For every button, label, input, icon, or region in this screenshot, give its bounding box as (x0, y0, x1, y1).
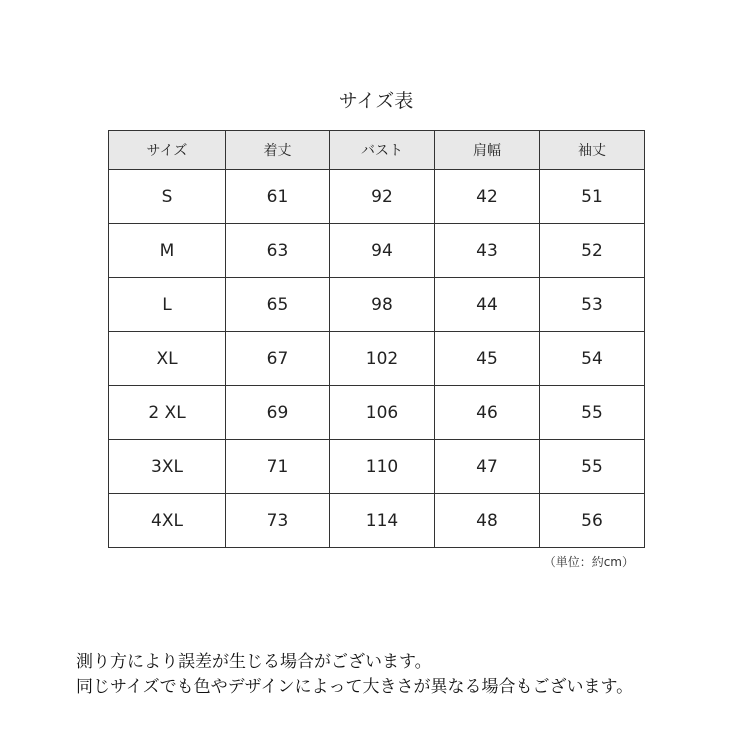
cell-size: L (109, 278, 226, 332)
cell-bust: 114 (330, 494, 435, 548)
table-row (109, 278, 645, 332)
cell-length: 67 (226, 332, 330, 386)
table-header-row (109, 131, 645, 170)
table-row (109, 386, 645, 440)
cell-size: 2 XL (109, 386, 226, 440)
cell-length: 61 (226, 170, 330, 224)
table-row (109, 170, 645, 224)
cell-bust: 110 (330, 440, 435, 494)
cell-sleeve: 54 (540, 332, 645, 386)
cell-length: 71 (226, 440, 330, 494)
cell-sleeve: 56 (540, 494, 645, 548)
note-measurement-error: 測り方により誤差が生じる場合がございます。 (76, 652, 432, 672)
cell-length: 65 (226, 278, 330, 332)
cell-size: 4XL (109, 494, 226, 548)
table-row (109, 494, 645, 548)
unit-note: （単位：約cm） (543, 555, 634, 569)
cell-bust: 92 (330, 170, 435, 224)
header-shoulder: 肩幅 (435, 131, 540, 170)
header-sleeve: 袖丈 (540, 131, 645, 170)
cell-shoulder: 43 (435, 224, 540, 278)
cell-size: S (109, 170, 226, 224)
cell-shoulder: 48 (435, 494, 540, 548)
cell-sleeve: 55 (540, 386, 645, 440)
cell-length: 73 (226, 494, 330, 548)
size-table (108, 130, 645, 548)
cell-length: 63 (226, 224, 330, 278)
cell-shoulder: 45 (435, 332, 540, 386)
cell-sleeve: 55 (540, 440, 645, 494)
cell-sleeve: 52 (540, 224, 645, 278)
table-row (109, 224, 645, 278)
cell-bust: 106 (330, 386, 435, 440)
cell-sleeve: 53 (540, 278, 645, 332)
cell-shoulder: 44 (435, 278, 540, 332)
notes-block (76, 650, 726, 700)
cell-length: 69 (226, 386, 330, 440)
cell-bust: 94 (330, 224, 435, 278)
size-chart-title: サイズ表 (338, 90, 414, 112)
cell-bust: 102 (330, 332, 435, 386)
table-row (109, 332, 645, 386)
cell-size: 3XL (109, 440, 226, 494)
header-length: 着丈 (226, 131, 330, 170)
cell-shoulder: 42 (435, 170, 540, 224)
header-bust: バスト (330, 131, 435, 170)
cell-size: M (109, 224, 226, 278)
table-row (109, 440, 645, 494)
cell-shoulder: 47 (435, 440, 540, 494)
header-size: サイズ (109, 131, 226, 170)
cell-bust: 98 (330, 278, 435, 332)
cell-size: XL (109, 332, 226, 386)
cell-shoulder: 46 (435, 386, 540, 440)
cell-sleeve: 51 (540, 170, 645, 224)
note-size-variation: 同じサイズでも色やデザインによって大きさが異なる場合もございます。 (76, 677, 634, 697)
